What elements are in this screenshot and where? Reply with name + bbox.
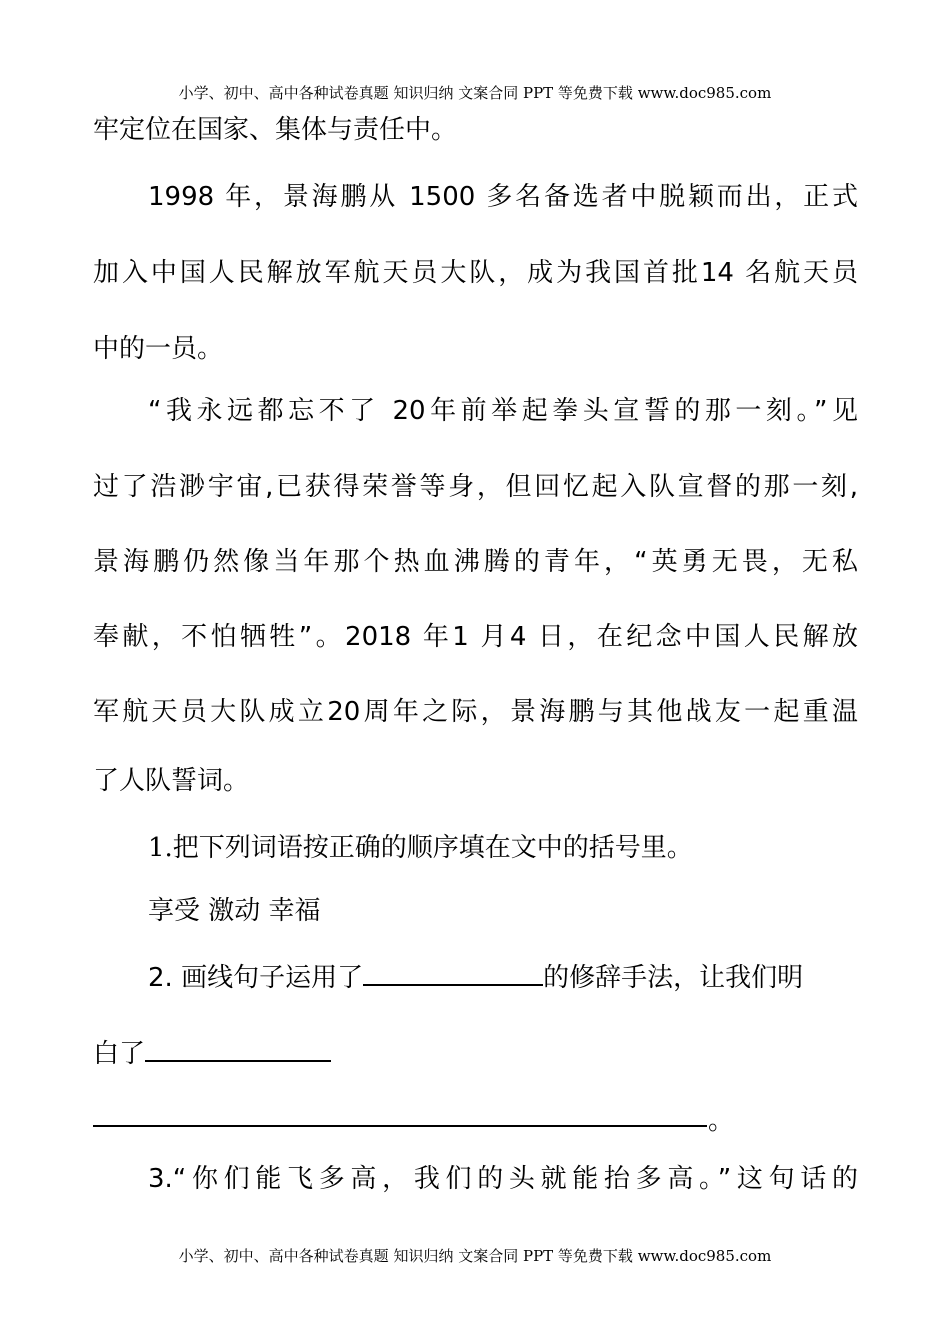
- question-3: 3.“你们能飞多高，我们的头就能抬多高。”这句话的: [148, 1164, 858, 1194]
- question-2-line-2: [93, 1034, 858, 1071]
- article-line-4: 中的一员。: [93, 334, 224, 364]
- article-line-8: 奉献，不怕牺牲”。2018 年1 月4 日，在纪念中国人民解放: [93, 622, 858, 652]
- article-line-10: 了人队誓词。: [93, 766, 250, 796]
- article-line-1: 牢定位在国家、集体与责任中。: [93, 115, 458, 145]
- article-line-9: 军航天员大队成立20周年之际，景海鹏与其他战友一起重温: [93, 697, 858, 727]
- article-line-5: “我永远都忘不了 20年前举起拳头宣誓的那一刻。”见: [148, 396, 858, 426]
- answer-blank-rhetoric[interactable]: [363, 958, 543, 986]
- question-1-words: 享受 激动 幸福: [148, 896, 321, 926]
- article-line-6: 过了浩渺宇宙,已获得荣誉等身，但回忆起入队宣督的那一刻,: [93, 472, 858, 502]
- article-line-2: 1998 年，景海鹏从 1500 多名备选者中脱颖而出，正式: [148, 182, 858, 212]
- question-2-end-mark: 。: [708, 1106, 735, 1136]
- question-2-suffix: 的修辞手法，让我们明: [543, 963, 804, 993]
- article-line-3: 加入中国人民解放军航天员大队，成为我国首批14 名航天员: [93, 258, 858, 288]
- question-2-prefix: 2. 画线句子运用了: [148, 963, 364, 993]
- page-footer: 小学、初中、高中各种试卷真题 知识归纳 文案合同 PPT 等免费下载 www.doc985.com: [178, 1247, 772, 1265]
- page-header: 小学、初中、高中各种试卷真题 知识归纳 文案合同 PPT 等免费下载 www.doc985.com: [178, 84, 772, 102]
- question-2-line-1: [148, 958, 858, 995]
- article-line-7: 景海鹏仍然像当年那个热血沸腾的青年，“英勇无畏，无私: [93, 547, 858, 577]
- answer-blank-meaning-1[interactable]: [145, 1034, 331, 1062]
- question-2-line-2-text: 白了: [93, 1039, 146, 1069]
- question-1: 1.把下列词语按正确的顺序填在文中的括号里。: [148, 833, 693, 863]
- answer-blank-meaning-2[interactable]: [93, 1125, 707, 1127]
